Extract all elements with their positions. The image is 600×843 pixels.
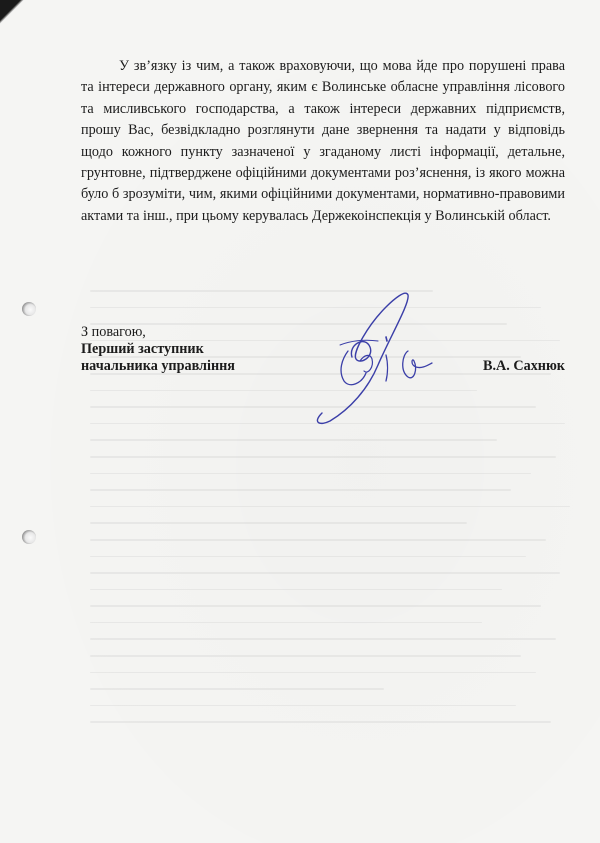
punch-hole-top: [22, 302, 36, 316]
scan-corner-shadow: [0, 0, 70, 80]
closing-greeting: З повагою,: [81, 324, 146, 340]
punch-hole-bottom: [22, 530, 36, 544]
letter-body-paragraph: У зв’язку із чим, а також враховуючи, що мова йде про порушені права та інтереси державного органу, яким є Волинське обласне управління лісового та мисливського господарства, а також інтереси державних підприємств, прошу Вас, безвідкладно розглянути дане звернення та надати у відповідь щодо кожного пункту зазначеної у згаданому листі інформації, детальне, грунтовне, підтверджене офіційними документами роз’яснення, із якого можна було б зрозуміти, чим, якими офіційними документами, нормативно-правовими актами та інш., при цьому керувалась Держекоінспекція у Волинській област.: [81, 58, 565, 224]
position-title-line1: Перший заступник: [81, 341, 204, 357]
handwritten-signature: [290, 285, 460, 430]
signer-name: В.А. Сахнюк: [483, 358, 565, 374]
position-title-line2: начальника управління: [81, 358, 235, 374]
closing-block: [81, 324, 235, 375]
